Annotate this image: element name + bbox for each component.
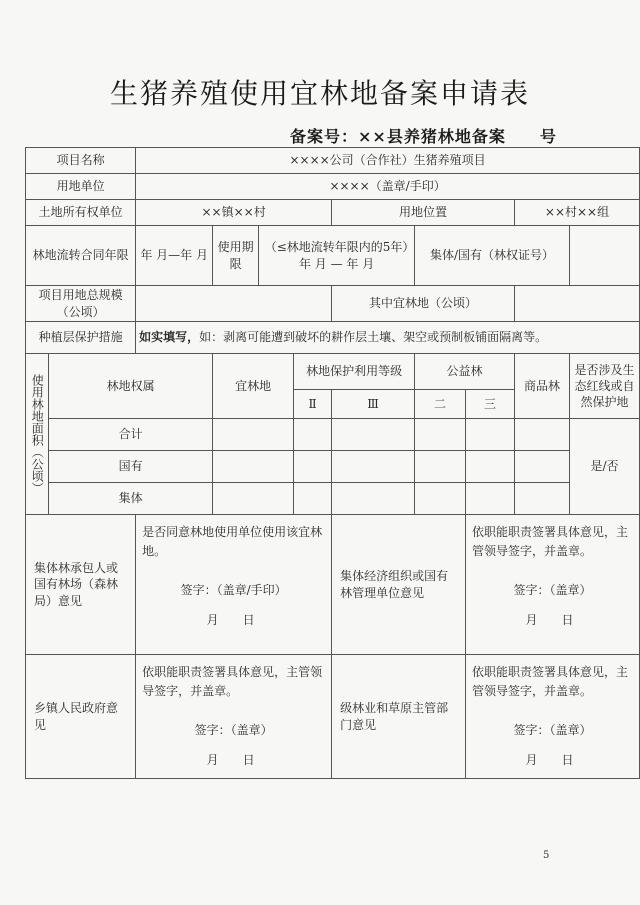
forestry-opinion-text: 依职能职责签署具体意见，主管领导签字，并盖章。 xyxy=(472,665,629,698)
economic-org-label: 集体经济组织或国有林管理单位意见 xyxy=(332,515,466,655)
land-owner-label: 土地所有权单位 xyxy=(26,200,136,226)
total-scale-label: 项目用地总规模（公顷） xyxy=(26,286,136,322)
grade-3-header: Ⅲ xyxy=(332,390,415,419)
suitable-forest-header: 宜林地 xyxy=(213,354,294,419)
public-forest-header: 公益林 xyxy=(415,354,515,390)
collective-date: 月 日 xyxy=(206,613,261,628)
land-user-value: ××××（盖章/手印） xyxy=(136,174,640,200)
project-name-value: ××××公司（合作社）生猪养殖项目 xyxy=(136,148,640,174)
township-signature: 签字：（盖章） xyxy=(194,723,273,738)
collective-contractor-label: 集体林承包人或国有林场（森林局）意见 xyxy=(26,515,136,655)
economic-opinion-text: 依职能职责签署具体意见，主管领导签字，并盖章。 xyxy=(472,525,629,558)
township-opinion-text: 依职能职责签署具体意见，主管领导签字，并盖章。 xyxy=(142,665,323,698)
contract-period-value: 年 月—年 月 xyxy=(136,226,213,286)
land-location-value: ××村××组 xyxy=(515,200,640,226)
collective-opinion-text: 是否同意林地使用单位使用该宜林地。 xyxy=(142,525,323,558)
public-forest-2-header: 二 xyxy=(415,390,466,419)
collective-contractor-opinion xyxy=(136,515,332,655)
page-number: 5 xyxy=(543,850,550,861)
application-form-table xyxy=(25,147,640,779)
total-scale-value xyxy=(136,286,332,322)
protection-grade-header: 林地保护利用等级 xyxy=(294,354,415,390)
use-period-label: 使用期限 xyxy=(213,226,259,286)
economic-signature: 签字：（盖章） xyxy=(513,583,592,598)
eco-redline-answer: 是/否 xyxy=(569,419,639,515)
use-period-value: （≤林地流转年限内的5年）年 月 — 年 月 xyxy=(259,226,415,286)
land-user-label: 用地单位 xyxy=(26,174,136,200)
collective-signature: 签字：（盖章/手印） xyxy=(180,583,287,598)
land-owner-value: ××镇××村 xyxy=(136,200,332,226)
eco-redline-header: 是否涉及生态红线或自然保护地 xyxy=(569,354,639,419)
project-name-label: 项目名称 xyxy=(26,148,136,174)
forestry-dept-label: 级林业和草原主管部门意见 xyxy=(332,655,466,779)
suitable-land-label: 其中宜林地（公顷） xyxy=(332,286,515,322)
suitable-land-value xyxy=(515,286,640,322)
forestry-date: 月 日 xyxy=(525,753,580,768)
ownership-type-label: 集体/国有（林权证号） xyxy=(415,226,570,286)
row-state-label: 国有 xyxy=(49,451,213,483)
land-location-label: 用地位置 xyxy=(332,200,515,226)
protection-emphasis: 如实填写， xyxy=(139,330,200,345)
township-gov-opinion xyxy=(136,655,332,779)
commercial-forest-header: 商品林 xyxy=(515,354,570,419)
protection-detail: 如：剥离可能遭到破坏的耕作层土壤、架空或预制板铺面隔离等。 xyxy=(199,330,548,345)
township-gov-label: 乡镇人民政府意见 xyxy=(26,655,136,779)
protection-measures-label: 种植层保护措施 xyxy=(26,322,136,354)
ownership-type-value xyxy=(569,226,639,286)
township-date: 月 日 xyxy=(206,753,261,768)
row-total-label: 合计 xyxy=(49,419,213,451)
row-collective-label: 集体 xyxy=(49,483,213,515)
forest-area-side-label: 使用林地面积（公顷） xyxy=(26,354,49,515)
form-title: 生猪养殖使用宜林地备案申请表 xyxy=(109,77,530,110)
contract-period-label: 林地流转合同年限 xyxy=(26,226,136,286)
economic-org-opinion xyxy=(466,515,640,655)
forestry-signature: 签字：（盖章） xyxy=(513,723,592,738)
grade-2-header: Ⅱ xyxy=(294,390,332,419)
record-number: 备案号：××县养猪林地备案 号 xyxy=(290,127,557,146)
forestry-dept-opinion xyxy=(466,655,640,779)
economic-date: 月 日 xyxy=(525,613,580,628)
public-forest-3-header: 三 xyxy=(466,390,515,419)
forest-ownership-header: 林地权属 xyxy=(49,354,213,419)
protection-measures-value xyxy=(136,322,640,354)
